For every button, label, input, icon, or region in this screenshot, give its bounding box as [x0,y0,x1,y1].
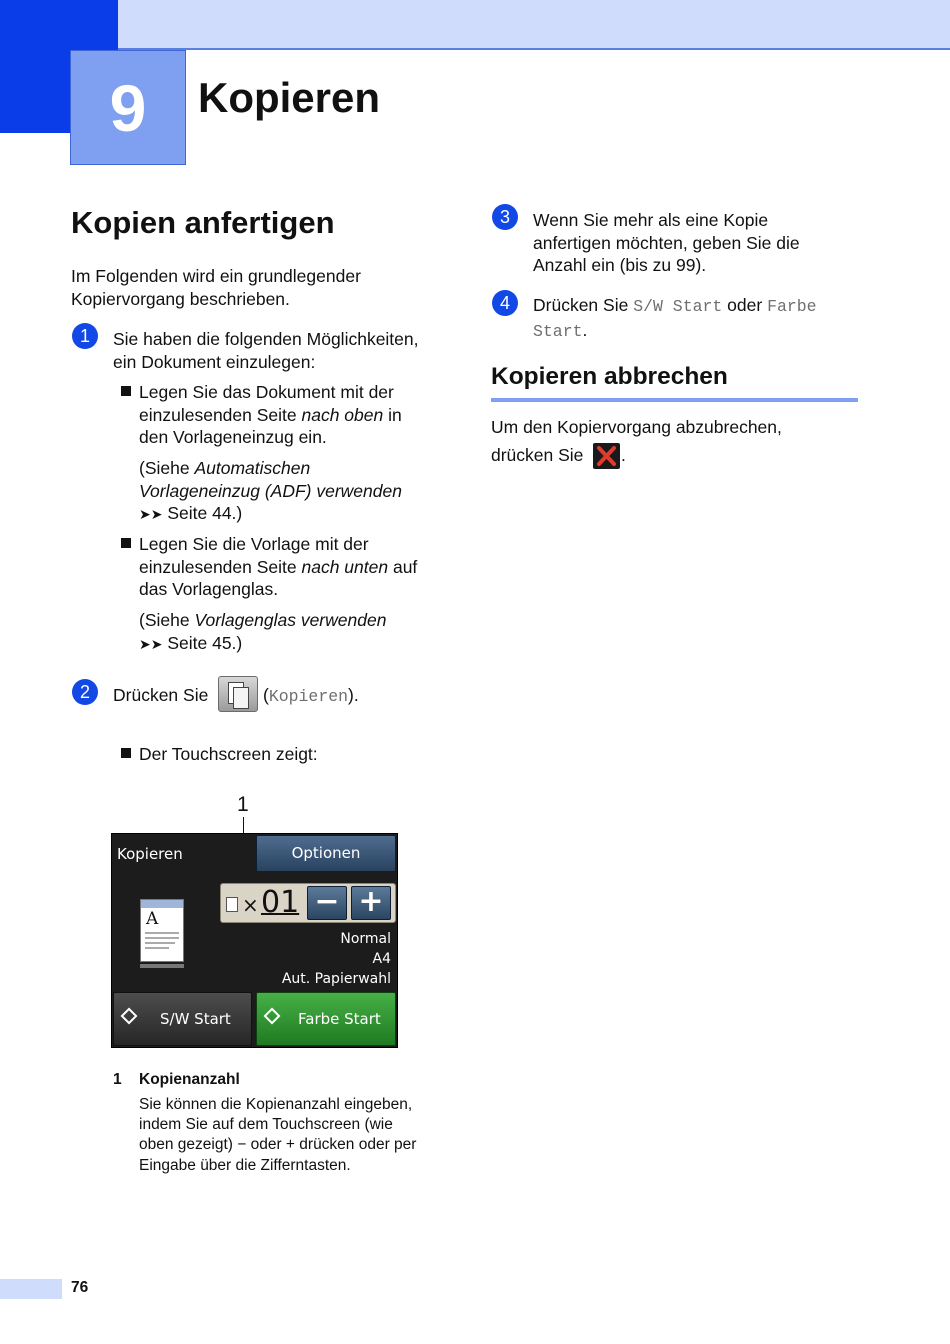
legend-number: 1 [113,1071,122,1088]
bullet-adf-line-3: den Vorlageneinzug ein. [139,427,327,447]
bullet-adf-line-2: einzulesenden Seite nach oben in [139,404,402,425]
double-arrow-icon: ➤➤ [139,506,163,522]
step-1-marker: 1 [72,323,98,349]
start-diamond-icon [264,1008,281,1025]
double-arrow-icon: ➤➤ [139,635,163,652]
copy-count-field[interactable] [220,883,396,923]
reference-glass[interactable]: (Siehe Vorlagenglas verwenden ➤➤ Seite 45.) [139,610,387,653]
legend-text: Sie können die Kopienanzahl eingeben, indem Sie auf dem Touchscreen (wie oben gezeigt) − oder + drücken oder per Eingabe über die Zifferntasten. [139,1096,417,1174]
start-diamond-icon [121,1008,138,1025]
multiply-sign: × [242,893,259,917]
bullet-glass-text [139,533,417,601]
step-1-line-2: ein Dokument einzulegen: [113,351,316,372]
step-2-copy-label: (Kopieren). [263,685,359,706]
bullet-marker [121,748,131,758]
bullet-glass-line-2: einzulesenden Seite nach unten auf [139,556,418,577]
cancel-text-line-2: drücken Sie [491,445,584,465]
chapter-number-box [70,50,186,165]
options-button[interactable]: Optionen [256,835,396,872]
step-1-text [113,328,419,373]
intro-line-2: Kopiervorgang beschrieben. [71,288,290,309]
step-4-text: Drücken Sie S/W Start oder Farbe Start. [533,295,817,341]
step-2-text: Drücken Sie [113,685,209,705]
section-title-kopien-anfertigen: Kopien anfertigen [71,205,335,240]
reference-adf[interactable]: (Siehe Automatischen Vorlageneinzug (ADF) verwenden ➤➤ Seite 44.) [139,458,402,523]
bullet-glass-line-3: das Vorlagenglas. [139,579,279,599]
step-4-marker: 4 [492,290,518,316]
color-start-button[interactable] [256,992,396,1046]
bullet-adf-line-1: Legen Sie das Dokument mit der [139,382,394,402]
intro-text [71,265,361,310]
chapter-title: Kopieren [198,74,381,121]
copy-settings-summary [282,929,391,989]
sw-start-label: S/W Start [160,1010,231,1028]
copy-count-value: 01 [261,885,300,920]
page-number: 76 [71,1279,89,1296]
touchscreen-display [111,833,398,1048]
bullet-adf-text [139,381,402,449]
header-band [118,0,950,50]
minus-button[interactable]: − [307,886,347,920]
setting-quality: Normal [340,931,391,947]
bullet-glass-line-1: Legen Sie die Vorlage mit der [139,534,369,554]
setting-paper-select: Aut. Papierwahl [281,971,391,987]
step-3-text: Wenn Sie mehr als eine Kopie anfertigen möchten, geben Sie die Anzahl ein (bis zu 99). [533,210,800,275]
setting-paper-size: A4 [372,951,391,967]
plus-button[interactable]: + [351,886,391,920]
stop-x-icon[interactable] [593,443,620,469]
cancel-text-period: . [621,445,626,465]
step-1-line-1: Sie haben die folgenden Möglichkeiten, [113,329,419,349]
sw-start-button[interactable] [113,992,252,1046]
section-title-kopieren-abbrechen: Kopieren abbrechen [491,363,728,390]
page-number-bar [0,1279,62,1299]
callout-number: 1 [237,793,249,816]
section-underline [491,398,858,402]
legend-title: Kopienanzahl [139,1071,240,1088]
preview-shadow [140,964,184,968]
chapter-number: 9 [109,70,147,145]
step-2-marker: 2 [72,679,98,705]
bullet-marker [121,538,131,548]
copy-button-icon[interactable] [218,676,258,712]
step-3-marker: 3 [492,204,518,230]
screen-title: Kopieren [117,845,183,863]
cancel-text-line-1: Um den Kopiervorgang abzubrechen, [491,417,782,437]
document-preview-icon: A [140,899,184,962]
bullet-touchscreen-text: Der Touchscreen zeigt: [139,744,318,764]
page-icon [226,897,238,912]
bullet-marker [121,386,131,396]
intro-line-1: Im Folgenden wird ein grundlegender [71,266,361,286]
color-start-label: Farbe Start [298,1010,381,1028]
